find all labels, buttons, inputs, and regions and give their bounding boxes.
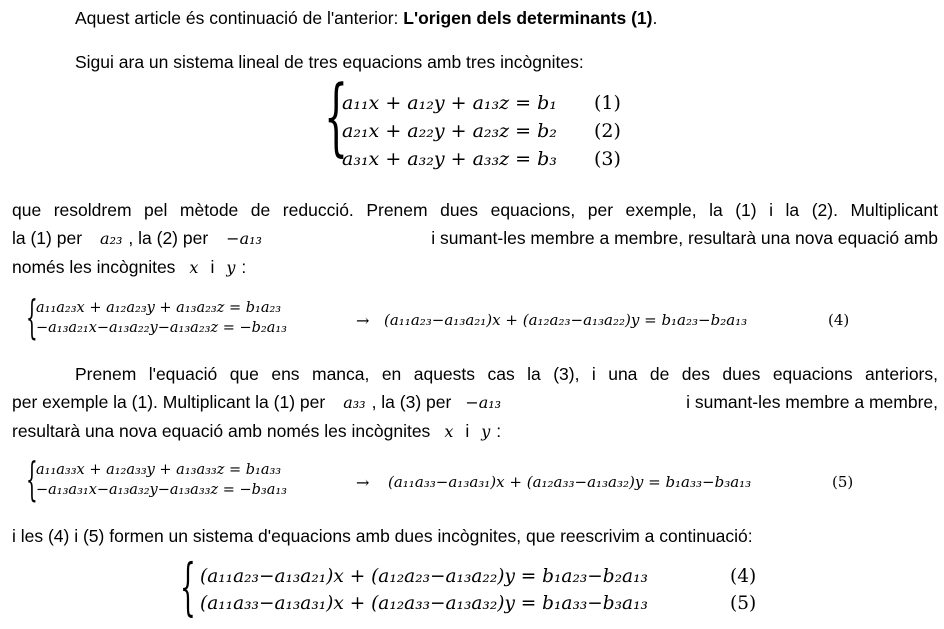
system2-row-1-tag: (4) [730,566,757,587]
second-reduction-line-3 [12,417,938,446]
math-a23: a₂₃ [100,229,123,248]
previous-article-link[interactable]: L'origen dels determinants (1) [403,8,653,28]
intro-paragraph [12,4,938,32]
left-brace: { [324,67,349,165]
elim2-row-2-text: −a₁₃a₃₁x−a₁₃a₃₂y−a₁₃a₃₃z = −b₃a₁₃ [36,482,287,498]
elim1-tag: (4) [828,311,850,329]
second-reduction-paragraph [12,360,938,446]
second-reduction-text-d: resultarà una nova equació amb només les incògnites [12,421,431,441]
math-y: y [226,258,236,277]
elimination-step-2 [26,452,926,508]
elim2-row-1-text: a₁₁a₃₃x + a₁₂a₃₃y + a₁₃a₃₃z = b₁a₃₃ [36,462,282,478]
elim1-row-1 [36,300,281,316]
elim1-row-2-text: −a₁₃a₂₁x−a₁₃a₂₂y−a₁₃a₂₃z = −b₂a₁₃ [36,320,287,336]
math-minus-a13: −a₁₃ [465,393,502,412]
system3-row-1-lhs: a₁₁x + a₁₂y + a₁₃z = b₁ [342,92,557,114]
elim1-arrow [356,311,369,330]
elim2-result [388,473,854,491]
second-reduction-text-a: per exemple la (1). Multiplicant la (1) per [12,392,326,412]
elim2-result-text: (a₁₁a₃₃−a₁₃a₃₁)x + (a₁₂a₃₃−a₁₃a₃₂)y = b₁a₃₃−b₃a₁₃ [388,473,752,491]
system3-row-2 [342,120,621,142]
system-intro-text: Sigui ara un sistema lineal de tres equacions amb tres incògnites: [75,52,584,72]
system-three-equations [324,67,644,180]
intro-suffix: . [652,8,658,28]
math-a33: a₃₃ [343,393,366,412]
system3-row-1-tag: (1) [594,92,621,114]
system-intro-paragraph [12,48,938,76]
second-reduction-line-1: Prenem l'equació que ens manca, en aquests cas la (3), i una de des dues equacions anteriors, [75,364,938,384]
intro-prefix: Aquest article és continuació de l'anterior: [75,8,404,28]
system3-row-3-lhs: a₃₁x + a₃₂y + a₃₃z = b₃ [342,148,557,170]
left-brace: { [180,550,196,623]
system3-row-3 [342,148,621,170]
math-x: x [444,422,454,441]
system2-row-2 [200,593,757,614]
system2-row-2-lhs: (a₁₁a₃₃−a₁₃a₃₁)x + (a₁₂a₃₃−a₁₃a₃₂)y = b₁a₃₃−b₃a₁₃ [200,593,648,614]
reduction-line-3 [12,253,938,282]
two-unknowns-text: i les (4) i (5) formen un sistema d'equacions amb dues incògnites, que reescrivim a continuació: [12,526,753,546]
reduction-text-b: , la (2) per [128,228,209,248]
system3-row-2-tag: (2) [594,120,621,142]
right-arrow-icon: → [356,473,370,492]
system3-row-2-lhs: a₂₁x + a₂₂y + a₂₃z = b₂ [342,120,557,142]
elim1-row-2 [36,320,287,336]
elim1-result [384,311,850,329]
math-y: y [481,422,491,441]
two-unknowns-paragraph [12,522,938,550]
elim2-arrow [356,473,369,492]
system-two-equations [180,550,780,624]
reduction-text-a: la (1) per [12,228,83,248]
second-reduction-text-i: i [465,421,470,441]
system2-row-1 [200,566,757,587]
reduction-line-2 [12,224,938,253]
system3-row-3-tag: (3) [594,148,621,170]
intro-line [12,4,938,32]
elim1-row-1-text: a₁₁a₂₃x + a₁₂a₂₃y + a₁₃a₂₃z = b₁a₂₃ [36,300,282,316]
math-x: x [189,258,199,277]
reduction-text-c: i sumant-les membre a membre, resultarà una nova equació amb [431,228,938,248]
right-arrow-icon: → [356,311,370,330]
system3-row-1 [342,92,621,114]
reduction-paragraph [12,196,938,282]
math-minus-a13: −a₁₃ [226,229,262,248]
second-reduction-text-b: , la (3) per [371,392,452,412]
elimination-step-1 [26,290,926,346]
second-reduction-colon: : [496,421,502,441]
left-brace: { [26,452,38,506]
elim1-result-text: (a₁₁a₂₃−a₁₃a₂₁)x + (a₁₂a₂₃−a₁₃a₂₂)y = b₁a₂₃−b₂a₁₃ [384,311,748,329]
elim2-tag: (5) [832,473,854,491]
reduction-colon: : [241,257,247,277]
reduction-text-d: només les incògnites [12,257,176,277]
second-reduction-text-c: i sumant-les membre a membre, [686,392,938,412]
second-reduction-line-2 [12,388,938,417]
left-brace: { [26,290,38,344]
elim2-row-1 [36,462,281,478]
system2-row-1-lhs: (a₁₁a₂₃−a₁₃a₂₁)x + (a₁₂a₂₃−a₁₃a₂₂)y = b₁a₂₃−b₂a₁₃ [200,566,648,587]
reduction-line-1: que resoldrem pel mètode de reducció. Prenem dues equacions, per exemple, la (1) i la (2). Multiplicant [12,200,938,220]
reduction-text-i: i [210,257,215,277]
elim2-row-2 [36,482,287,498]
system2-row-2-tag: (5) [730,593,757,614]
